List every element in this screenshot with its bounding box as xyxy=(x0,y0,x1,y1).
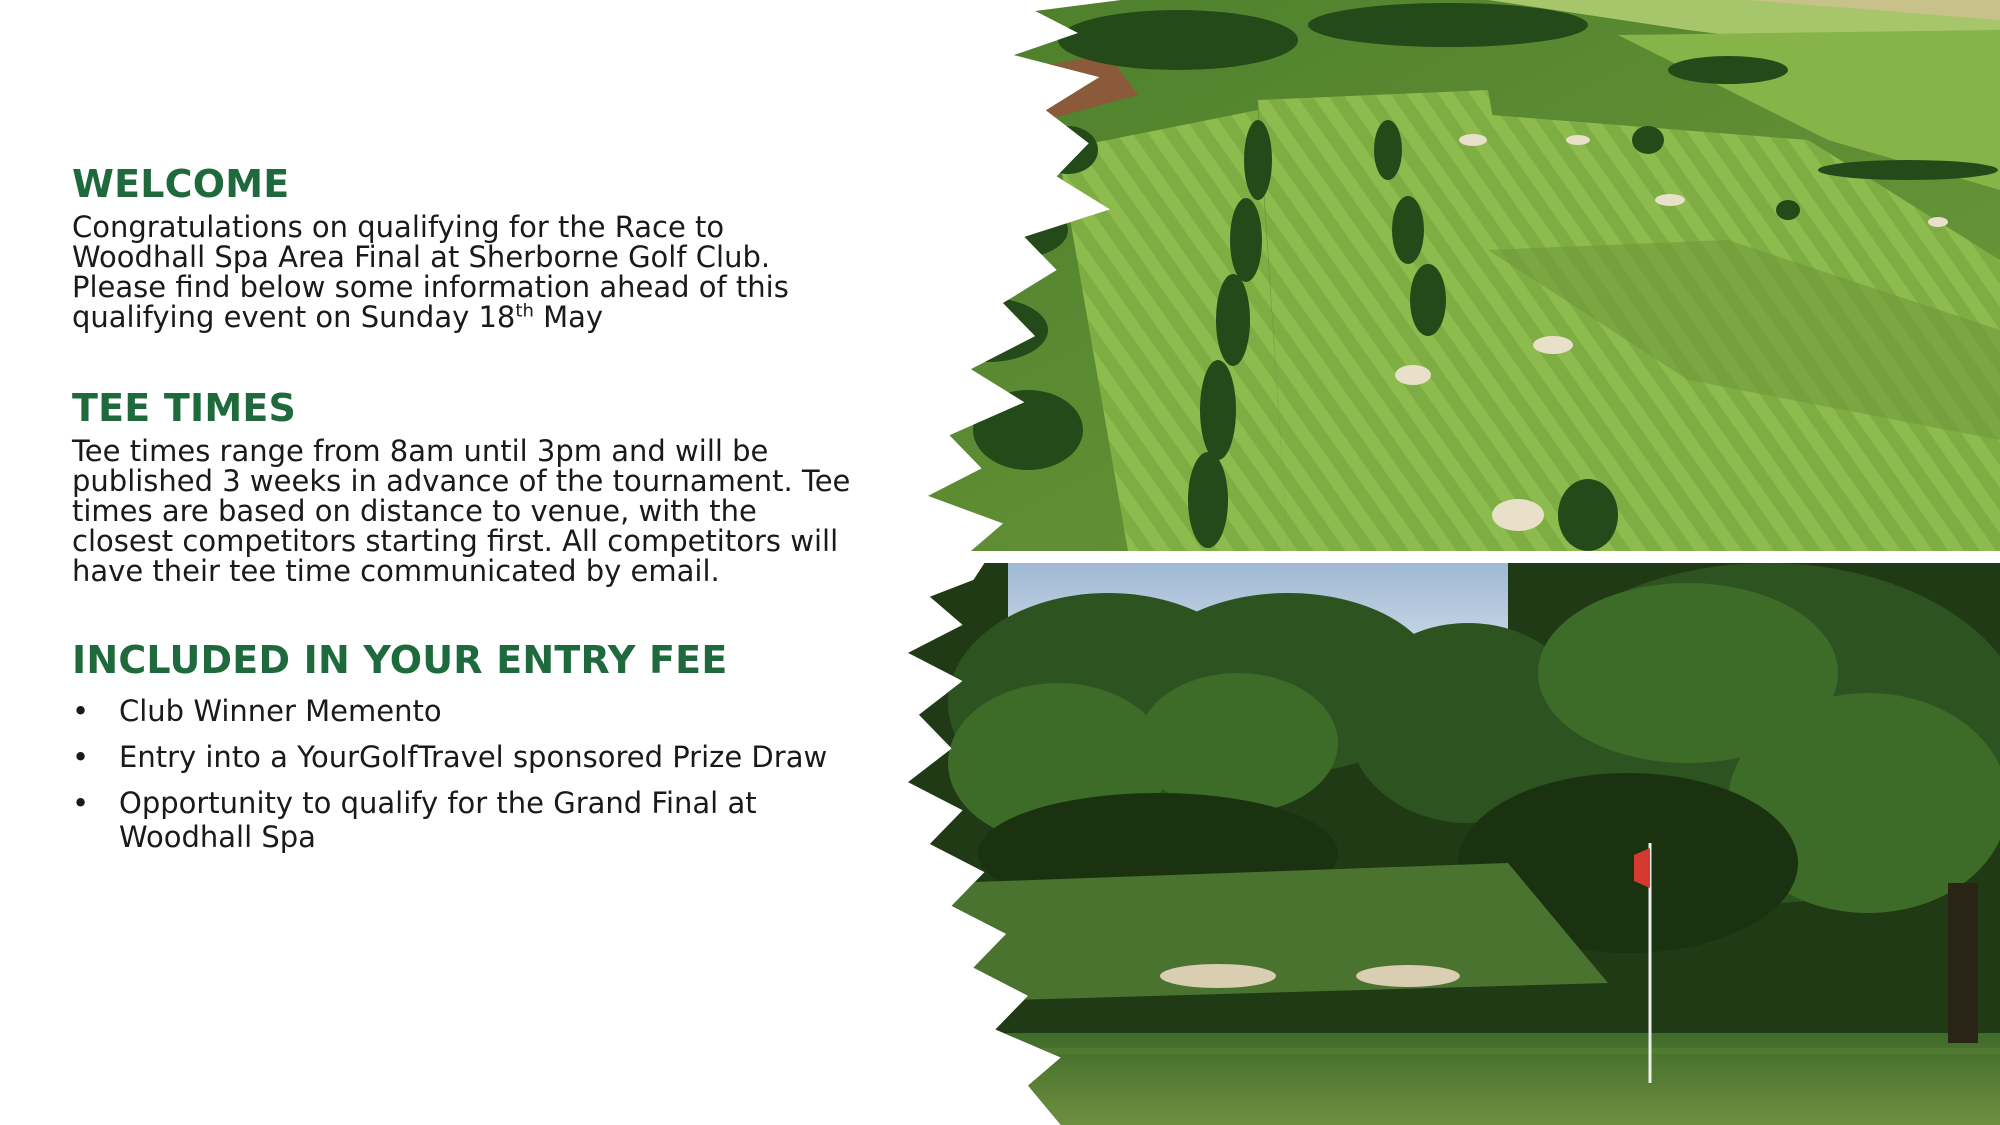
list-item xyxy=(72,740,862,774)
aerial-course-photo xyxy=(928,0,2000,551)
tee-times-heading: TEE TIMES xyxy=(72,386,297,430)
bullet-icon: • xyxy=(72,740,90,774)
list-item xyxy=(72,786,862,854)
welcome-date-suffix: th xyxy=(515,300,534,322)
welcome-heading: WELCOME xyxy=(72,162,290,206)
welcome-text-main: Congratulations on qualifying for the Race to Woodhall Spa Area Final at Sherborne Golf Club. Please find below some information ahead of this qualifying event on Sunday 18 xyxy=(72,210,789,334)
woodland-green-photo xyxy=(908,563,2000,1125)
list-item xyxy=(72,694,862,728)
list-item-text: Club Winner Memento xyxy=(119,694,442,728)
info-column xyxy=(72,160,862,866)
woodland-green-illustration xyxy=(908,563,2000,1125)
list-item-text: Opportunity to qualify for the Grand Final at Woodhall Spa xyxy=(119,786,757,854)
entry-fee-list xyxy=(72,694,862,854)
entry-fee-heading: INCLUDED IN YOUR ENTRY FEE xyxy=(72,638,728,682)
bullet-icon: • xyxy=(72,786,90,820)
aerial-course-illustration xyxy=(928,0,2000,551)
welcome-text xyxy=(72,212,862,332)
tee-times-text: Tee times range from 8am until 3pm and will be published 3 weeks in advance of the tournament. Tee times are based on distance to venue, with the closest competitors starting first. All competitors will have their tee time communicated by email. xyxy=(72,434,851,588)
bullet-icon: • xyxy=(72,694,90,728)
welcome-text-tail: May xyxy=(533,300,604,334)
list-item-text: Entry into a YourGolfTravel sponsored Prize Draw xyxy=(119,740,828,774)
